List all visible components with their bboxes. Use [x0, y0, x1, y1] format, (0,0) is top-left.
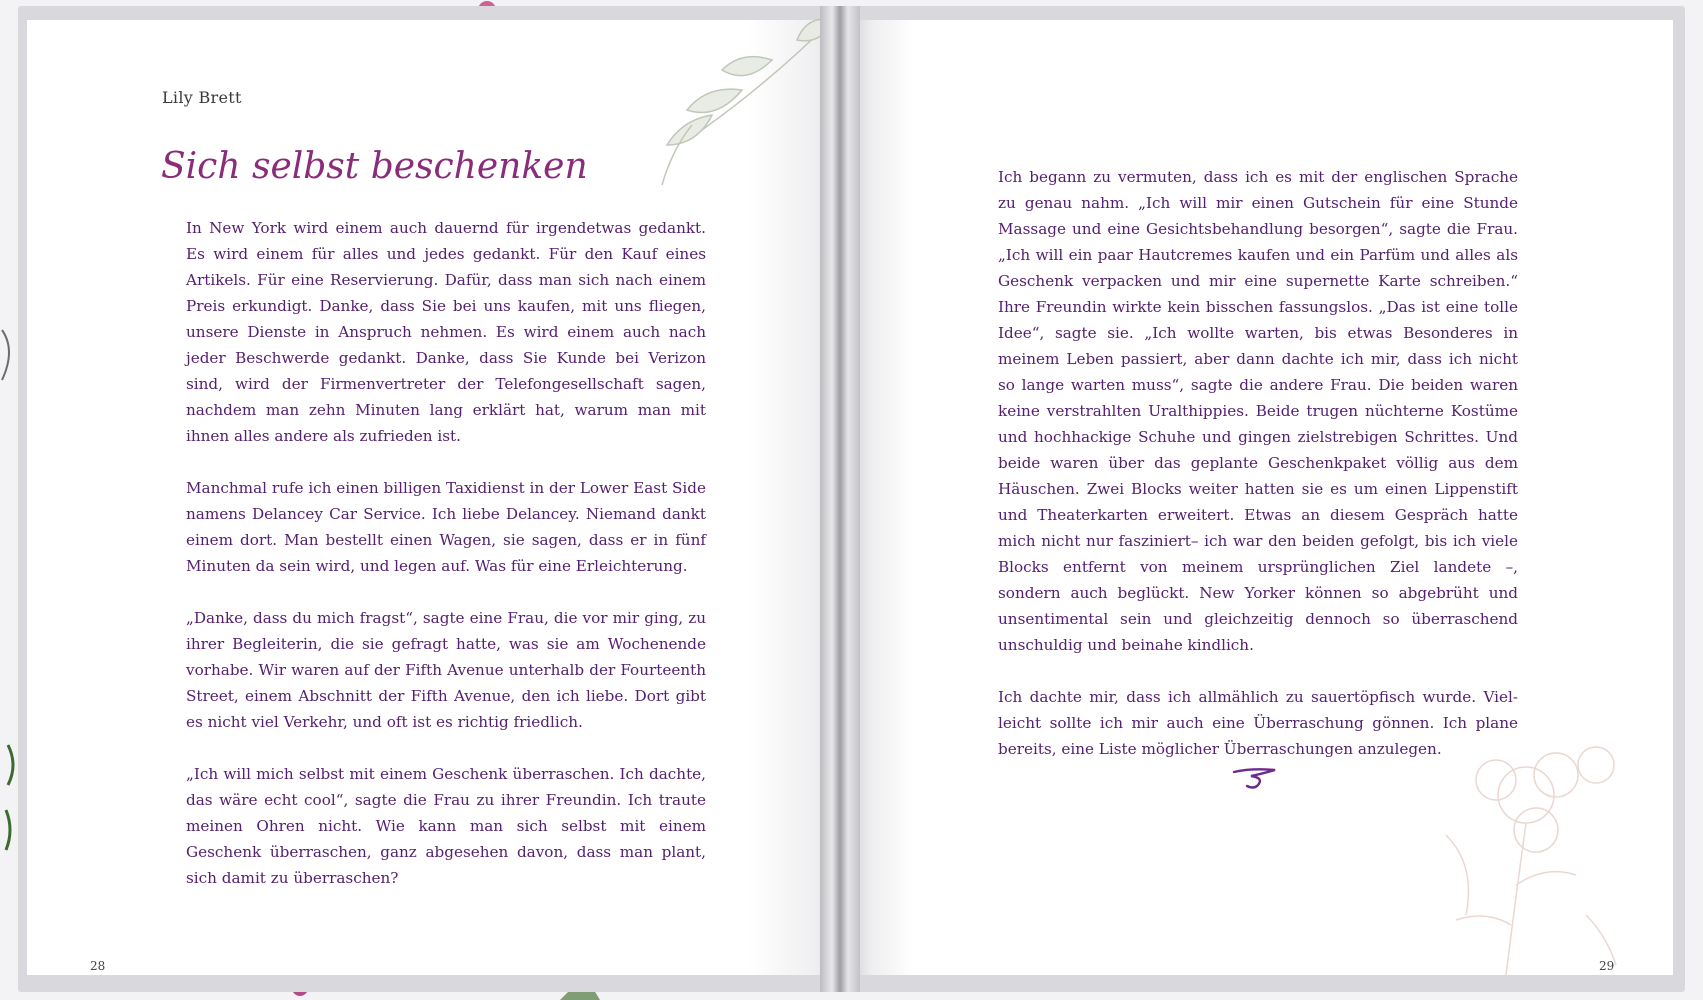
paragraph: Ich dachte mir, dass ich allmählich zu sauertöpfisch wurde. Vielleicht sollte ich mir auch eine Überraschung gönnen. Ich plane bereits, eine Liste möglicher Überraschungen anzulegen. [998, 688, 1518, 758]
left-body-text [186, 215, 706, 917]
paragraph: Manchmal rufe ich einen billigen Taxidienst in der Lower East Side namens Delancey Car Service. Ich liebe Delancey. Niemand dankt einem dort. Man bestellt einen Wagen, sie sagen, dass er in fünf Minuten da sein wird, und legen auf. Was für eine Erleichterung. [186, 479, 706, 575]
paragraph: Ich begann zu vermuten, dass ich es mit der englischen Sprache zu genau nahm. „Ich will mir einen Gutschein für eine Stunde Massage und eine Gesichtsbehandlung besorgen“, sagte die Frau. „Ich will ein paar Hautcremes kaufen und ein Parfüm und alles als Geschenk verpacken und mir eine supernette Karte schreiben.“ Ihre Freundin wirkte kein bisschen fassungslos. „Das ist eine tolle Idee“, sagte sie. „Ich wollte warten, bis etwas Besonderes in meinem Leben passiert, aber dann dachte ich mir, dass ich nicht so lange warten muss“, sagte die andere Frau. Die beiden waren keine verstrahlten Uralthippies. Beide trugen nüchterne Kostüme und hochhackige Schuhe und gingen zielstrebigen Schrittes. Und beide waren über das geplante Geschenkpaket völlig aus dem Häuschen. Zwei Blocks weiter hatten sie es um einen Lippenstift und Theaterkarten erweitert. Etwas an diesem Gespräch hatte mich nicht nur fasziniert– ich war den beiden gefolgt, bis ich viele Blocks entfernt von meinem ursprünglichen Ziel landete –, sondern auch beglückt. New Yorker können so abgebrüht und unsentimental sein und gleichzeitig dennoch so überraschend unschuldig und beinahe kindlich. [998, 168, 1518, 654]
page-number-left: 28 [90, 959, 106, 973]
flower-sketch-illustration [1386, 735, 1666, 975]
page-number-right: 29 [1599, 959, 1615, 973]
paragraph: „Danke, dass du mich fragst“, sagte eine Frau, die vor mir ging, zu ihrer Begleiterin, die sie gefragt hatte, was sie am Wochenende vorhabe. Wir waren auf der Fifth Avenue unterhalb der Fourteenth Street, einem Abschnitt der Fifth Avenue, den ich liebe. Dort gibt es nicht viel Verkehr, und oft ist es richtig friedlich. [186, 609, 706, 731]
leaf-sprig-illustration [572, 20, 842, 190]
chapter-title [157, 112, 588, 212]
flourish-ornament [1231, 766, 1281, 790]
author-name: Lily Brett [162, 88, 242, 107]
paragraph: In New York wird einem auch dauernd für irgendetwas gedankt. Es wird einem für alles und jedes gedankt. Für den Kauf eines Artikels. Für eine Reservierung. Dafür, dass man sich nach einem Preis erkundigt. Danke, dass Sie bei uns kaufen, mit uns fliegen, unsere Dienste in Anspruch nehmen. Es wird einem auch nach jeder Beschwerde gedankt. Danke, dass Sie Kunde bei Verizon sind, wird der Firmenvertreter der Telefongesellschaft sagen, nachdem man zehn Minuten lang erklärt hat, warum man mit ihnen alles andere als zufrieden ist. [186, 219, 706, 445]
right-body-text [998, 164, 1518, 788]
right-page [856, 20, 1673, 975]
chapter-title-text: Sich selbst beschenken [161, 146, 588, 187]
paragraph: „Ich will mich selbst mit einem Geschenk überraschen. Ich dachte, das wäre echt cool“, sagte die Frau zu ihrer Freundin. Ich traute meinen Ohren nicht. Wie kann man sich selbst mit einem Geschenk überraschen, ganz abgesehen davon, dass man plant, sich damit zu überraschen? [186, 765, 706, 887]
left-page [27, 20, 847, 975]
book-spine [820, 6, 860, 992]
